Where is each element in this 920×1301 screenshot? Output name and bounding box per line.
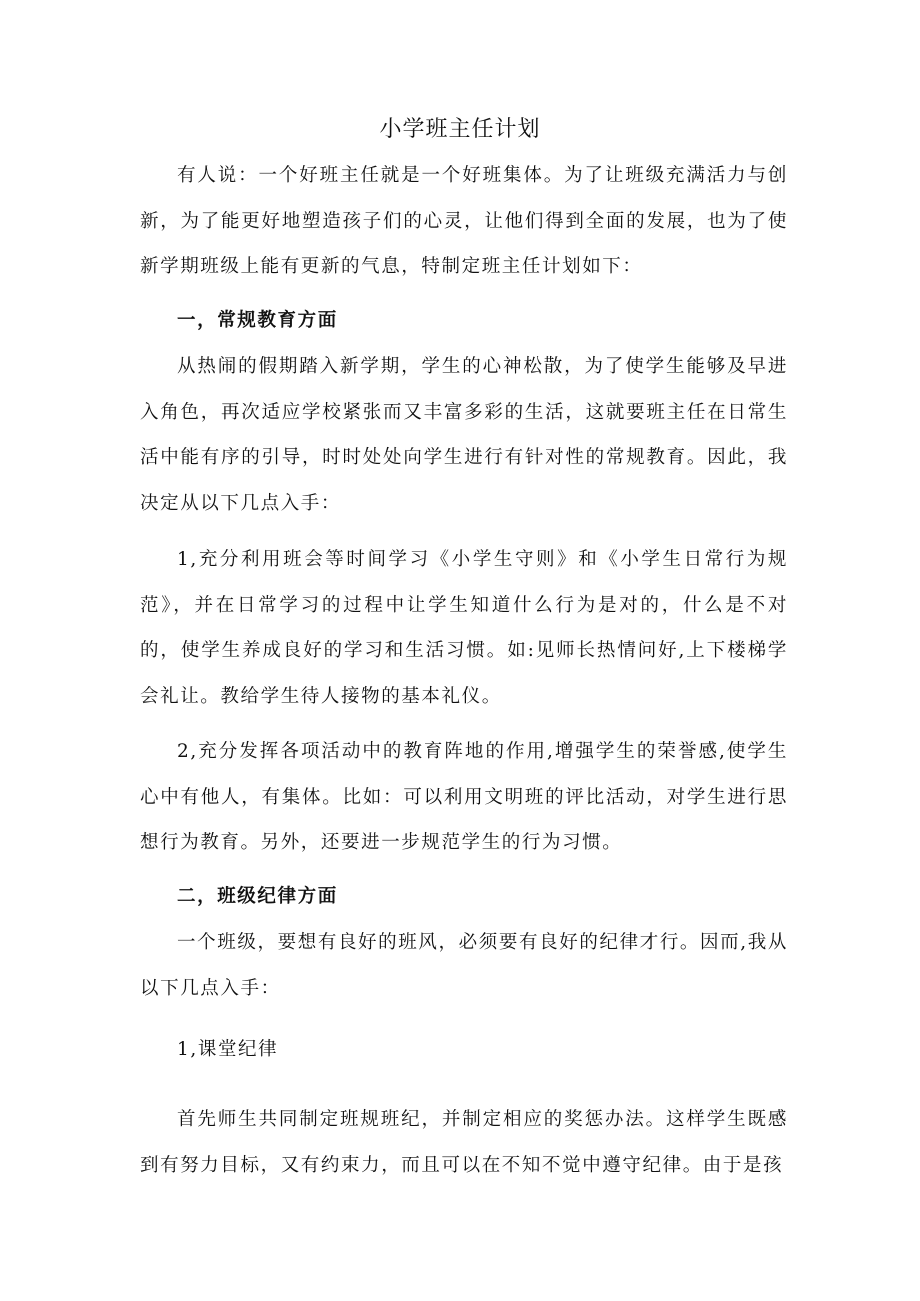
section1-paragraph: 从热闹的假期踏入新学期，学生的心神松散，为了使学生能够及早进入角色，再次适应学校紧张而又丰富多彩的生活，这就要班主任在日常生活中能有序的引导，时时处处向学生进行有针对性的常规教育。因此，我决定从以下几点入手： [140, 356, 788, 514]
section-heading-class-discipline: 二，班级纪律方面 [177, 886, 338, 907]
section2-item1-title: 1,课堂纪律 [177, 1039, 279, 1060]
section1-item2-paragraph: 2,充分发挥各项活动中的教育阵地的作用,增强学生的荣誉感,使学生心中有他人，有集体。比如：可以利用文明班的评比活动，对学生进行思想行为教育。另外，还要进一步规范学生的行为习惯。 [140, 741, 788, 853]
document-title: 小学班主任计划 [379, 117, 541, 142]
section2-item1-paragraph: 首先师生共同制定班规班纪，并制定相应的奖惩办法。这样学生既感到有努力目标，又有约束力，而且可以在不知不觉中遵守纪律。由于是孩 [140, 1109, 788, 1176]
section2-paragraph: 一个班级，要想有良好的班风，必须要有良好的纪律才行。因而,我从以下几点入手： [140, 932, 788, 999]
section-heading-routine-education: 一，常规教育方面 [177, 310, 338, 331]
section1-item1-paragraph: 1,充分利用班会等时间学习《小学生守则》和《小学生日常行为规范》，并在日常学习的过程中让学生知道什么行为是对的，什么是不对的，使学生养成良好的学习和生活习惯。如:见师长热情问好,上下楼梯学会礼让。教给学生待人接物的基本礼仪。 [140, 549, 788, 707]
intro-paragraph: 有人说：一个好班主任就是一个好班集体。为了让班级充满活力与创新，为了能更好地塑造孩子们的心灵，让他们得到全面的发展，也为了使新学期班级上能有更新的气息，特制定班主任计划如下： [140, 165, 788, 277]
